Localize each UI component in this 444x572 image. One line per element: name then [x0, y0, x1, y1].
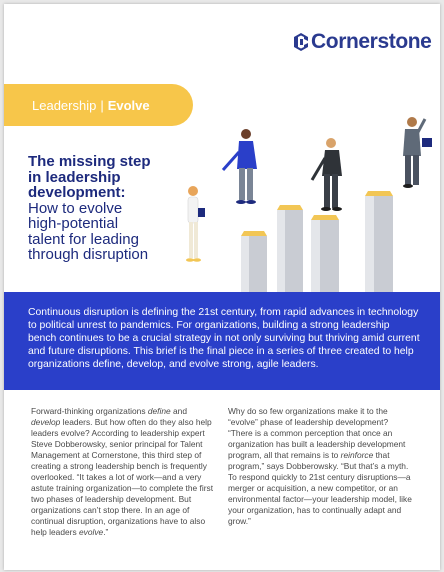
title-light-line: talent for leading — [28, 230, 139, 248]
body-column-left — [31, 406, 217, 538]
document-page — [4, 4, 440, 570]
title-bold-line: The missing step — [28, 153, 151, 170]
title-light-line: How to evolve — [28, 199, 123, 217]
pillar — [277, 205, 303, 296]
banner-separator: | — [100, 97, 104, 113]
man-figure-top — [312, 138, 342, 211]
leadership-stairs-illustration — [179, 114, 440, 296]
section-banner — [4, 84, 193, 126]
title-bold-line: development: — [28, 184, 126, 201]
text-run: .” — [103, 527, 109, 537]
text-run: and — [170, 406, 187, 416]
man-figure-helping — [223, 129, 257, 204]
man-figure-climbing — [403, 117, 432, 188]
text-run: that program,” says Dobberowsky. “But that’s a myth. To respond quickly to 21st century disruptions—a merger or acquisition, a new competitor, or an environmental factor—your leadership model, like your organization, has to continually adapt and grow.” — [228, 450, 412, 526]
text-run: Why do so few organizations make it to the “evolve” phase of leadership development? “There is a common perception that once an organization has built a leadership development program, all that remains is to — [228, 406, 406, 460]
text-run: Forward-thinking organizations — [31, 406, 148, 416]
emphasis-text: define — [147, 406, 171, 416]
banner-section: Leadership — [32, 97, 97, 113]
brand-name: Cornerstone — [311, 30, 432, 53]
banner-subsection: Evolve — [107, 97, 150, 113]
body-column-right — [228, 406, 414, 527]
intro-paragraph: Continuous disruption is defining the 21st century, from rapid advances in technology to political unrest to pandemics. For organizations, building a strong leadership bench continues to be a crucial strategy in not only surviving but thriving amid current and future disruptions. This brief is the final piece in a series of three created to help organizations define, develop, and evolve strong, agile leaders. — [28, 307, 420, 370]
title-light-line: high-potential — [28, 215, 119, 232]
cornerstone-logo — [292, 28, 431, 56]
emphasis-text: evolve — [78, 527, 104, 537]
intro-band — [4, 292, 440, 390]
pillar — [365, 191, 393, 296]
pillar — [241, 231, 267, 296]
pillar — [311, 215, 339, 296]
cornerstone-logo-icon — [292, 31, 310, 53]
woman-figure — [186, 186, 205, 262]
emphasis-text: develop — [31, 417, 61, 427]
body-paragraph — [228, 406, 414, 527]
title-bold-line: in leadership — [28, 168, 121, 186]
text-run: leaders. But how often do they also help leaders evolve? According to leadership expert Steve Dobberowsky, senior principal for Talent Management at Cornerstone, this third step of creating a strong leadership bench is frequently overlooked. “It takes a lot of work—and a very astute training organization—to complete the first two phases of leadership development. But organizations can’t stop there. In an age of continual disruption, organizations have to also help leaders — [31, 417, 214, 537]
body-paragraph — [31, 406, 217, 538]
emphasis-text: reinforce — [340, 450, 374, 460]
title-light-line: through disruption — [28, 246, 149, 263]
